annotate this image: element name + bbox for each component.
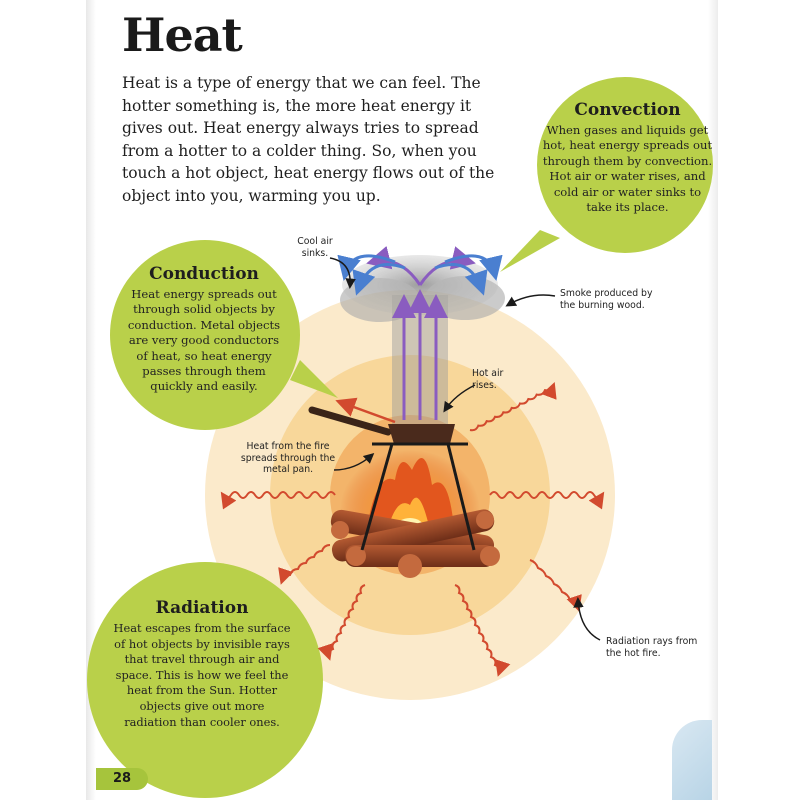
label-cool-air: Cool air sinks.	[297, 236, 333, 259]
convection-heading: Convection	[574, 100, 681, 120]
label-radiation-rays: Radiation rays from the hot fire.	[606, 636, 698, 659]
label-smoke: Smoke produced by the burning wood.	[560, 288, 653, 311]
conduction-text: Heat energy spreads out through solid objects by conduction. Metal objects are very good conductors of heat, so heat energy passes through them quickly and easily.	[127, 287, 281, 394]
radiation-heading: Radiation	[155, 598, 249, 618]
conduction-heading: Conduction	[149, 264, 259, 284]
intro-paragraph: Heat is a type of energy that we can feel. The hotter something is, the more heat energy it gives out. Heat energy always tries to spread from a hotter to a colder thing. So, when you touch a hot object, heat energy flows out of the object into you, warming you up.	[122, 74, 495, 205]
convection-text: When gases and liquids get hot, heat energy spreads out through them by convection. Hot air or water rises, and cold air or water sinks to take its place.	[542, 123, 713, 215]
page-number: 28	[96, 768, 148, 790]
page-title: Heat	[122, 8, 242, 62]
radiation-text: Heat escapes from the surface of hot objects by invisible rays that travel through air and space. This is how we feel the heat from the Sun. Hotter objects give out more radiation than cooler ones.	[113, 621, 291, 729]
label-metal-pan: Heat from the fire spreads through the metal pan.	[240, 441, 336, 475]
label-hot-air: Hot air rises.	[472, 368, 504, 391]
conduction-callout	[124, 264, 284, 395]
radiation-callout	[112, 598, 292, 730]
convection-callout	[540, 100, 715, 215]
